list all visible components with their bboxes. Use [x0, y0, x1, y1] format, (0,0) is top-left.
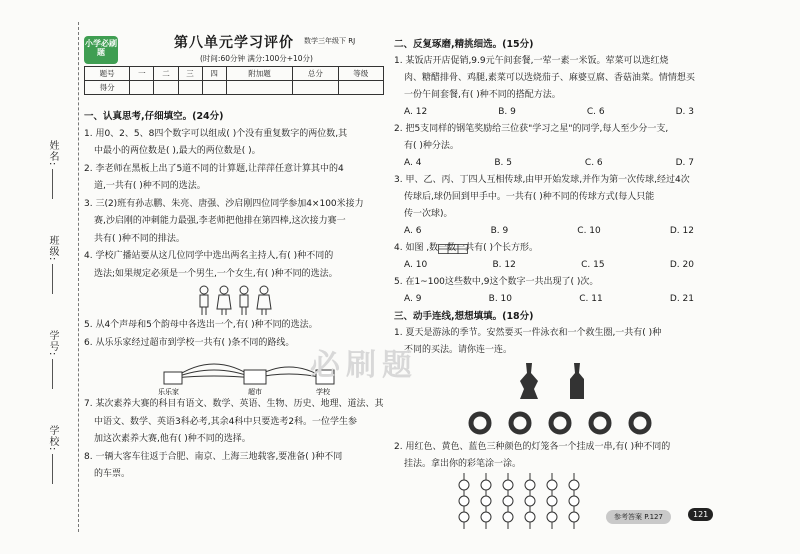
score-input-cell[interactable] [226, 81, 293, 95]
question-text: 2. 李老师在黑板上出了5道不同的计算题,让萍萍任意计算其中的4 [84, 163, 344, 174]
page-number: 121 [688, 508, 713, 521]
score-cell: 得分 [85, 81, 130, 95]
map-label-school: 学校 [316, 388, 330, 396]
question-text: 不同的买法。请你连一连。 [404, 345, 513, 355]
score-cell: 总分 [293, 67, 338, 81]
option[interactable]: C. 6 [586, 107, 605, 117]
left-column [84, 108, 384, 484]
page-title: 第八单元学习评价 [174, 35, 294, 51]
option[interactable]: B. 9 [490, 226, 509, 236]
children-illustration [194, 283, 274, 317]
question-text: 赛,沙启刚的冲刺能力最强,李老师把他排在第四棒,这次接力赛一 [94, 216, 346, 226]
option[interactable]: C. 11 [579, 294, 603, 304]
options-row [394, 257, 694, 274]
question-text: 1. 夏天是游泳的季节。安然要买一件泳衣和一个救生圈,一共有( )种 [394, 328, 662, 338]
swim-rings-illustration [466, 409, 666, 439]
score-cell: 等级 [338, 67, 383, 81]
option[interactable]: D. 21 [669, 294, 694, 304]
map-label-home: 乐乐家 [158, 388, 179, 396]
score-input-cell[interactable] [154, 81, 178, 95]
question-text: 选法;如果规定必须是一个男生,一个女生,有( )种不同的选法。 [94, 268, 338, 279]
score-cell: 三 [178, 67, 202, 81]
option[interactable]: C. 15 [581, 260, 605, 270]
question-text: 共有( )种不同的排法。 [94, 233, 185, 244]
question-text: 中最小的两位数是( ),最大的两位数是( )。 [94, 146, 261, 156]
question-text: 3. 三(2)班有孙志鹏、朱亮、唐强、沙启刚四位同学参加4×100米接力 [84, 198, 364, 209]
options-row [394, 104, 694, 121]
options-row [394, 155, 694, 172]
option[interactable]: A. 6 [404, 226, 422, 236]
question-text: 传球后,球仍回到甲手中。一共有( )种不同的传球方式(每人只能 [404, 192, 655, 202]
watermark: 必刷题 [310, 348, 418, 383]
student-number-field: 学号: [45, 330, 60, 389]
children-figures [194, 283, 274, 317]
question-text: 有( )种分法。 [404, 141, 459, 151]
option[interactable]: A. 4 [404, 158, 422, 168]
option[interactable]: D. 3 [675, 107, 694, 117]
option[interactable]: C. 10 [577, 226, 601, 236]
option[interactable]: D. 7 [675, 158, 694, 168]
options-row [394, 223, 694, 240]
grade-label: 数学三年级下 RJ [304, 37, 356, 45]
score-cell: 一 [130, 67, 154, 81]
option[interactable]: C. 6 [584, 158, 603, 168]
question-text: 3. 甲、乙、丙、丁四人互相传球,由甲开始发球,并作为第一次传球,经过4次 [394, 175, 690, 185]
swimsuit-illustration [504, 359, 614, 409]
time-score-info: (时间:60分钟 满分:100分+10分) [200, 54, 313, 63]
brand-logo: 小学必刷题 [84, 36, 118, 64]
swim-rings [466, 409, 666, 437]
score-input-cell[interactable] [202, 81, 226, 95]
score-cell: 附加题 [226, 67, 293, 81]
question-text: 中语文、数学、英语3科必考,其余4科中只要选考2科。一位学生参 [94, 416, 358, 427]
option[interactable]: A. 10 [404, 260, 428, 270]
swimsuits [504, 359, 614, 403]
option[interactable]: B. 5 [494, 158, 512, 168]
answer-reference: 参考答案 P.127 [606, 510, 671, 524]
score-cell: 题号 [85, 67, 130, 81]
section-2-heading: 二、反复琢磨,精挑细选。(15分) [394, 39, 534, 50]
map-label-supermarket: 超市 [248, 388, 262, 396]
question-text: 的车票。 [94, 469, 131, 479]
option[interactable]: D. 12 [669, 226, 694, 236]
question-text: 道,一共有( )种不同的选法。 [94, 181, 206, 191]
question-text: 6. 从乐乐家经过超市到学校一共有( )条不同的路线。 [84, 337, 295, 348]
rectangle-figure [438, 244, 468, 254]
question-text: 2. 把5支同样的钢笔奖励给三位获"学习之星"的同学,每人至少分一支, [394, 124, 669, 134]
question-text: 2. 用红色、黄色、蓝色三种颜色的灯笼各一个挂成一串,有( )种不同的 [394, 442, 671, 452]
question-text: 传一次球)。 [404, 209, 453, 219]
option[interactable]: B. 10 [488, 294, 513, 304]
question-text: 5. 在1~100这些数中,9这个数字一共出现了( )次。 [394, 277, 599, 287]
option[interactable]: A. 9 [404, 294, 422, 304]
option[interactable]: B. 12 [492, 260, 516, 270]
question-text: 1. 用0、2、5、8四个数字可以组成( )个没有重复数字的两位数,其 [84, 128, 348, 139]
school-field: 学校: [45, 425, 60, 484]
right-column [394, 36, 714, 533]
score-input-cell[interactable] [338, 81, 383, 95]
score-cell: 二 [154, 67, 178, 81]
question-text: 8. 一辆大客车往返于合肥、南京、上海三地载客,要准备( )种不同 [84, 451, 343, 462]
question-text: 7. 某次素养大赛的科目有语文、数学、英语、生物、历史、地理、道法、其 [84, 399, 384, 409]
option[interactable]: D. 20 [669, 260, 694, 270]
lanterns-illustration [454, 473, 594, 533]
binding-line [78, 22, 79, 532]
score-input-cell[interactable] [130, 81, 154, 95]
question-text: 肉、糖醋排骨、鸡腿,素菜可以选烧茄子、麻婆豆腐、香菇油菜。情情想买 [404, 73, 695, 83]
score-input-cell[interactable] [293, 81, 338, 95]
score-input-cell[interactable] [178, 81, 202, 95]
question-text [394, 240, 714, 257]
section-3-heading: 三、动手连线,想想填填。(18分) [394, 311, 534, 322]
section-1-heading: 一、认真思考,仔细填空。(24分) [84, 111, 224, 122]
question-text: 1. 某饭店开店促销,9.9元午间套餐,一荤一素一米饭。荤菜可以选红烧 [394, 56, 669, 66]
question-text: 挂法。拿出你的彩笔涂一涂。 [404, 459, 522, 469]
name-field: 姓名: [45, 140, 60, 199]
options-row [394, 291, 694, 308]
option[interactable]: B. 9 [498, 107, 516, 117]
question-text: 一份午间套餐,有( )种不同的搭配方法。 [404, 90, 561, 100]
question-text: 加这次素养大赛,他有( )种不同的选择。 [94, 434, 251, 444]
class-field: 班级: [45, 235, 60, 294]
option[interactable]: A. 12 [404, 107, 428, 117]
score-cell: 四 [202, 67, 226, 81]
question-4-text: 4. 如图 ,数一数一共有( )个长方形。 [394, 243, 539, 253]
score-table [84, 66, 384, 95]
lanterns [454, 473, 594, 531]
question-text: 5. 从4个声母和5个韵母中各选出一个,有( )种不同的选法。 [84, 320, 318, 330]
question-text: 4. 学校广播站要从这几位同学中选出两名主持人,有( )种不同的 [84, 251, 334, 261]
